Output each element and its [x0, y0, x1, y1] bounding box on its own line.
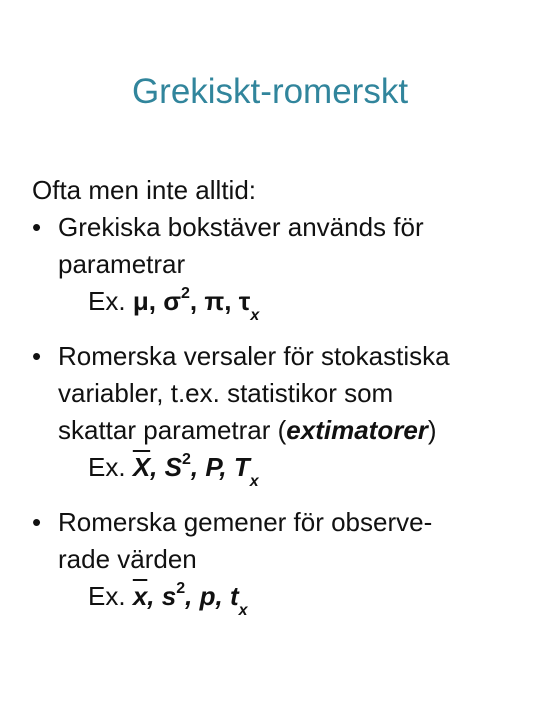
subscript: x	[238, 602, 248, 620]
separator: ,	[215, 581, 223, 611]
example-roman-upper	[32, 449, 532, 491]
symbol-t: t	[229, 581, 239, 611]
bullet-marker: •	[32, 341, 42, 371]
separator: ,	[185, 581, 193, 611]
separator: ,	[148, 286, 156, 316]
symbol-sigma: σ	[163, 286, 181, 316]
symbol-pi: π	[204, 286, 225, 316]
slide-body	[32, 172, 532, 620]
bullet-marker: •	[32, 212, 42, 242]
bullet-roman-lower	[32, 504, 532, 541]
bullet-text-continued: rade värden	[58, 544, 197, 574]
example-prefix: Ex.	[88, 581, 126, 611]
subscript: x	[250, 307, 260, 325]
bullet-marker: •	[32, 507, 42, 537]
symbol-xbar: $\overline{x}$	[132, 581, 148, 611]
bullet-text-continued	[32, 412, 532, 449]
slide-title: Grekiskt-romerskt	[131, 72, 409, 111]
intro-text: Ofta men inte alltid:	[32, 175, 256, 205]
separator: ,	[224, 286, 232, 316]
example-roman-lower	[32, 578, 532, 620]
exponent: 2	[176, 580, 186, 598]
separator: ,	[147, 581, 155, 611]
separator: ,	[150, 452, 158, 482]
emphasis-term: extimatorer	[286, 415, 428, 445]
bullet-text: Grekiska bokstäver används för	[58, 212, 424, 242]
symbol-xbar: $\overline{X}$	[132, 452, 151, 482]
bullet-text: Romerska gemener för observe-	[58, 507, 433, 537]
symbol-s: s	[161, 581, 177, 611]
symbol-tau: τ	[238, 286, 251, 316]
symbol-p: p	[199, 581, 216, 611]
bullet-greek	[32, 209, 532, 246]
bullet-text-continued: variabler, t.ex. statistikor som	[58, 378, 394, 408]
symbol-mu: μ	[132, 286, 149, 316]
example-prefix: Ex.	[88, 452, 126, 482]
separator: ,	[190, 452, 199, 482]
exponent: 2	[181, 285, 190, 303]
separator: ,	[219, 452, 227, 482]
text-segment: )	[427, 415, 437, 445]
symbol-p: P	[205, 452, 220, 482]
bullet-text-continued: parametrar	[58, 249, 186, 279]
exponent: 2	[181, 451, 191, 469]
bullet-text: Romerska versaler för stokastiska	[58, 341, 450, 371]
separator: ,	[189, 286, 198, 316]
example-greek	[32, 283, 532, 325]
example-prefix: Ex.	[88, 286, 126, 316]
text-segment: skattar parametrar (	[58, 415, 287, 445]
symbol-t: T	[233, 452, 250, 482]
subscript: x	[249, 473, 259, 491]
symbol-s: S	[164, 452, 182, 482]
bullet-roman-upper	[32, 338, 532, 375]
